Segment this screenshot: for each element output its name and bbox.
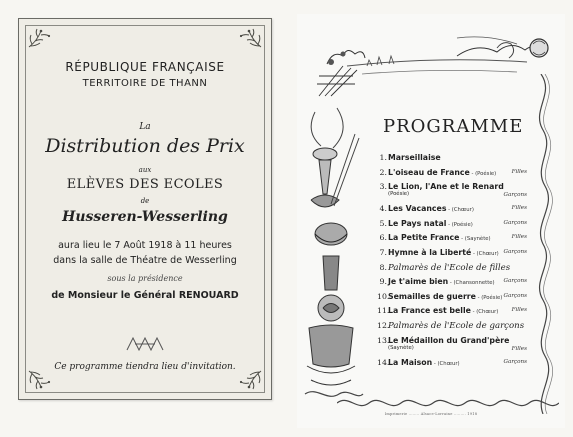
monogram-icon bbox=[123, 336, 167, 352]
list-item bbox=[377, 168, 527, 183]
item-genre: (Poésie) bbox=[388, 191, 410, 198]
list-item bbox=[377, 336, 527, 358]
item-voice: Garçons bbox=[503, 358, 527, 365]
item-number: 9. bbox=[379, 277, 387, 287]
item-voice: Garçons bbox=[503, 219, 527, 226]
invitation-note: Ce programme tiendra lieu d'invitation. bbox=[54, 362, 236, 372]
item-title: L'oiseau de France - (Poésie) bbox=[388, 167, 497, 177]
item-title: La Petite France - (Saynète) bbox=[388, 233, 491, 243]
list-item bbox=[377, 263, 527, 278]
list-item bbox=[377, 153, 527, 168]
item-number: 6. bbox=[379, 233, 387, 243]
item-title: Palmarès de l'Ecole de filles bbox=[388, 262, 511, 273]
word-de: de bbox=[140, 197, 150, 205]
item-number: 10. bbox=[377, 291, 390, 301]
item-number: 7. bbox=[379, 247, 387, 257]
item-number: 8. bbox=[379, 262, 387, 272]
eleves-heading: ELÈVES DES ECOLES bbox=[66, 177, 224, 192]
list-item bbox=[377, 182, 527, 204]
item-title: Je t'aime bien - (Chansonnette) bbox=[388, 277, 495, 287]
item-title: Les Vacances - (Chœur) bbox=[388, 204, 474, 214]
item-number: 4. bbox=[379, 204, 387, 214]
item-title: Le Lion, l'Ane et le Renard bbox=[388, 182, 504, 192]
event-title: Distribution des Prix bbox=[45, 135, 245, 157]
venue-line: dans la salle de Théatre de Wesserling bbox=[53, 255, 237, 266]
item-voice: Garçons bbox=[503, 248, 527, 255]
item-title: Marseillaise bbox=[388, 153, 441, 162]
list-item bbox=[377, 204, 527, 219]
list-item bbox=[377, 248, 527, 263]
item-voice: Filles bbox=[511, 205, 527, 212]
word-aux: aux bbox=[138, 166, 152, 174]
printer-imprint: Imprimerie ........ Alsace-Lorraine ......... 1918 bbox=[384, 412, 478, 416]
item-number: 5. bbox=[379, 218, 387, 228]
item-number: 14. bbox=[377, 357, 390, 367]
item-title: Le Pays natal - (Poésie) bbox=[388, 218, 473, 228]
republique-heading: RÉPUBLIQUE FRANÇAISE bbox=[65, 60, 225, 74]
trophy-column-icon bbox=[301, 104, 365, 404]
item-number: 3. bbox=[379, 182, 387, 192]
item-title: Hymne à la Liberté - (Chœur) bbox=[388, 247, 499, 257]
item-voice: Filles bbox=[511, 307, 527, 314]
corner-ornament-icon bbox=[237, 27, 263, 49]
item-number: 11. bbox=[377, 306, 390, 316]
item-number: 12. bbox=[377, 320, 390, 330]
list-item bbox=[377, 306, 527, 321]
landscape-banner-icon bbox=[307, 26, 557, 104]
item-voice: Filles bbox=[511, 234, 527, 241]
list-item bbox=[377, 358, 527, 373]
corner-ornament-icon bbox=[237, 369, 263, 391]
president-name: de Monsieur le Général RENOUARD bbox=[51, 290, 239, 301]
corner-ornament-icon bbox=[27, 27, 53, 49]
item-number: 13. bbox=[377, 335, 390, 345]
item-voice: Garçons bbox=[503, 192, 527, 199]
item-voice: Garçons bbox=[503, 292, 527, 299]
item-voice: Filles bbox=[511, 168, 527, 175]
territoire-heading: TERRITOIRE DE THANN bbox=[82, 78, 208, 89]
item-title: La France est belle - (Chœur) bbox=[388, 306, 499, 316]
place-name: Husseren-Wesserling bbox=[62, 209, 228, 225]
list-item bbox=[377, 321, 527, 336]
invitation-card bbox=[18, 18, 272, 400]
programme-title: PROGRAMME bbox=[383, 116, 524, 137]
ribbon-border-icon bbox=[529, 74, 559, 414]
item-voice: Filles bbox=[511, 345, 527, 352]
item-title: Le Médaillon du Grand'père bbox=[388, 335, 510, 345]
bottom-ribbon-icon bbox=[337, 394, 559, 412]
item-title: Palmarès de l'Ecole de garçons bbox=[388, 320, 525, 331]
date-line: aura lieu le 7 Août 1918 à 11 heures bbox=[58, 240, 232, 251]
list-item bbox=[377, 292, 527, 307]
article-la: La bbox=[139, 122, 151, 132]
programme-list bbox=[377, 153, 527, 372]
item-title: Semailles de guerre - (Poésie) bbox=[388, 291, 503, 301]
list-item bbox=[377, 277, 527, 292]
item-number: 1. bbox=[379, 153, 387, 162]
item-voice: Garçons bbox=[503, 278, 527, 285]
item-number: 2. bbox=[379, 167, 387, 177]
item-genre: (Saynète) bbox=[388, 344, 414, 351]
item-title: La Maison - (Chœur) bbox=[388, 357, 460, 367]
list-item bbox=[377, 233, 527, 248]
corner-ornament-icon bbox=[27, 369, 53, 391]
presidency-line: sous la présidence bbox=[107, 274, 183, 283]
programme-page bbox=[297, 14, 565, 428]
list-item bbox=[377, 219, 527, 234]
